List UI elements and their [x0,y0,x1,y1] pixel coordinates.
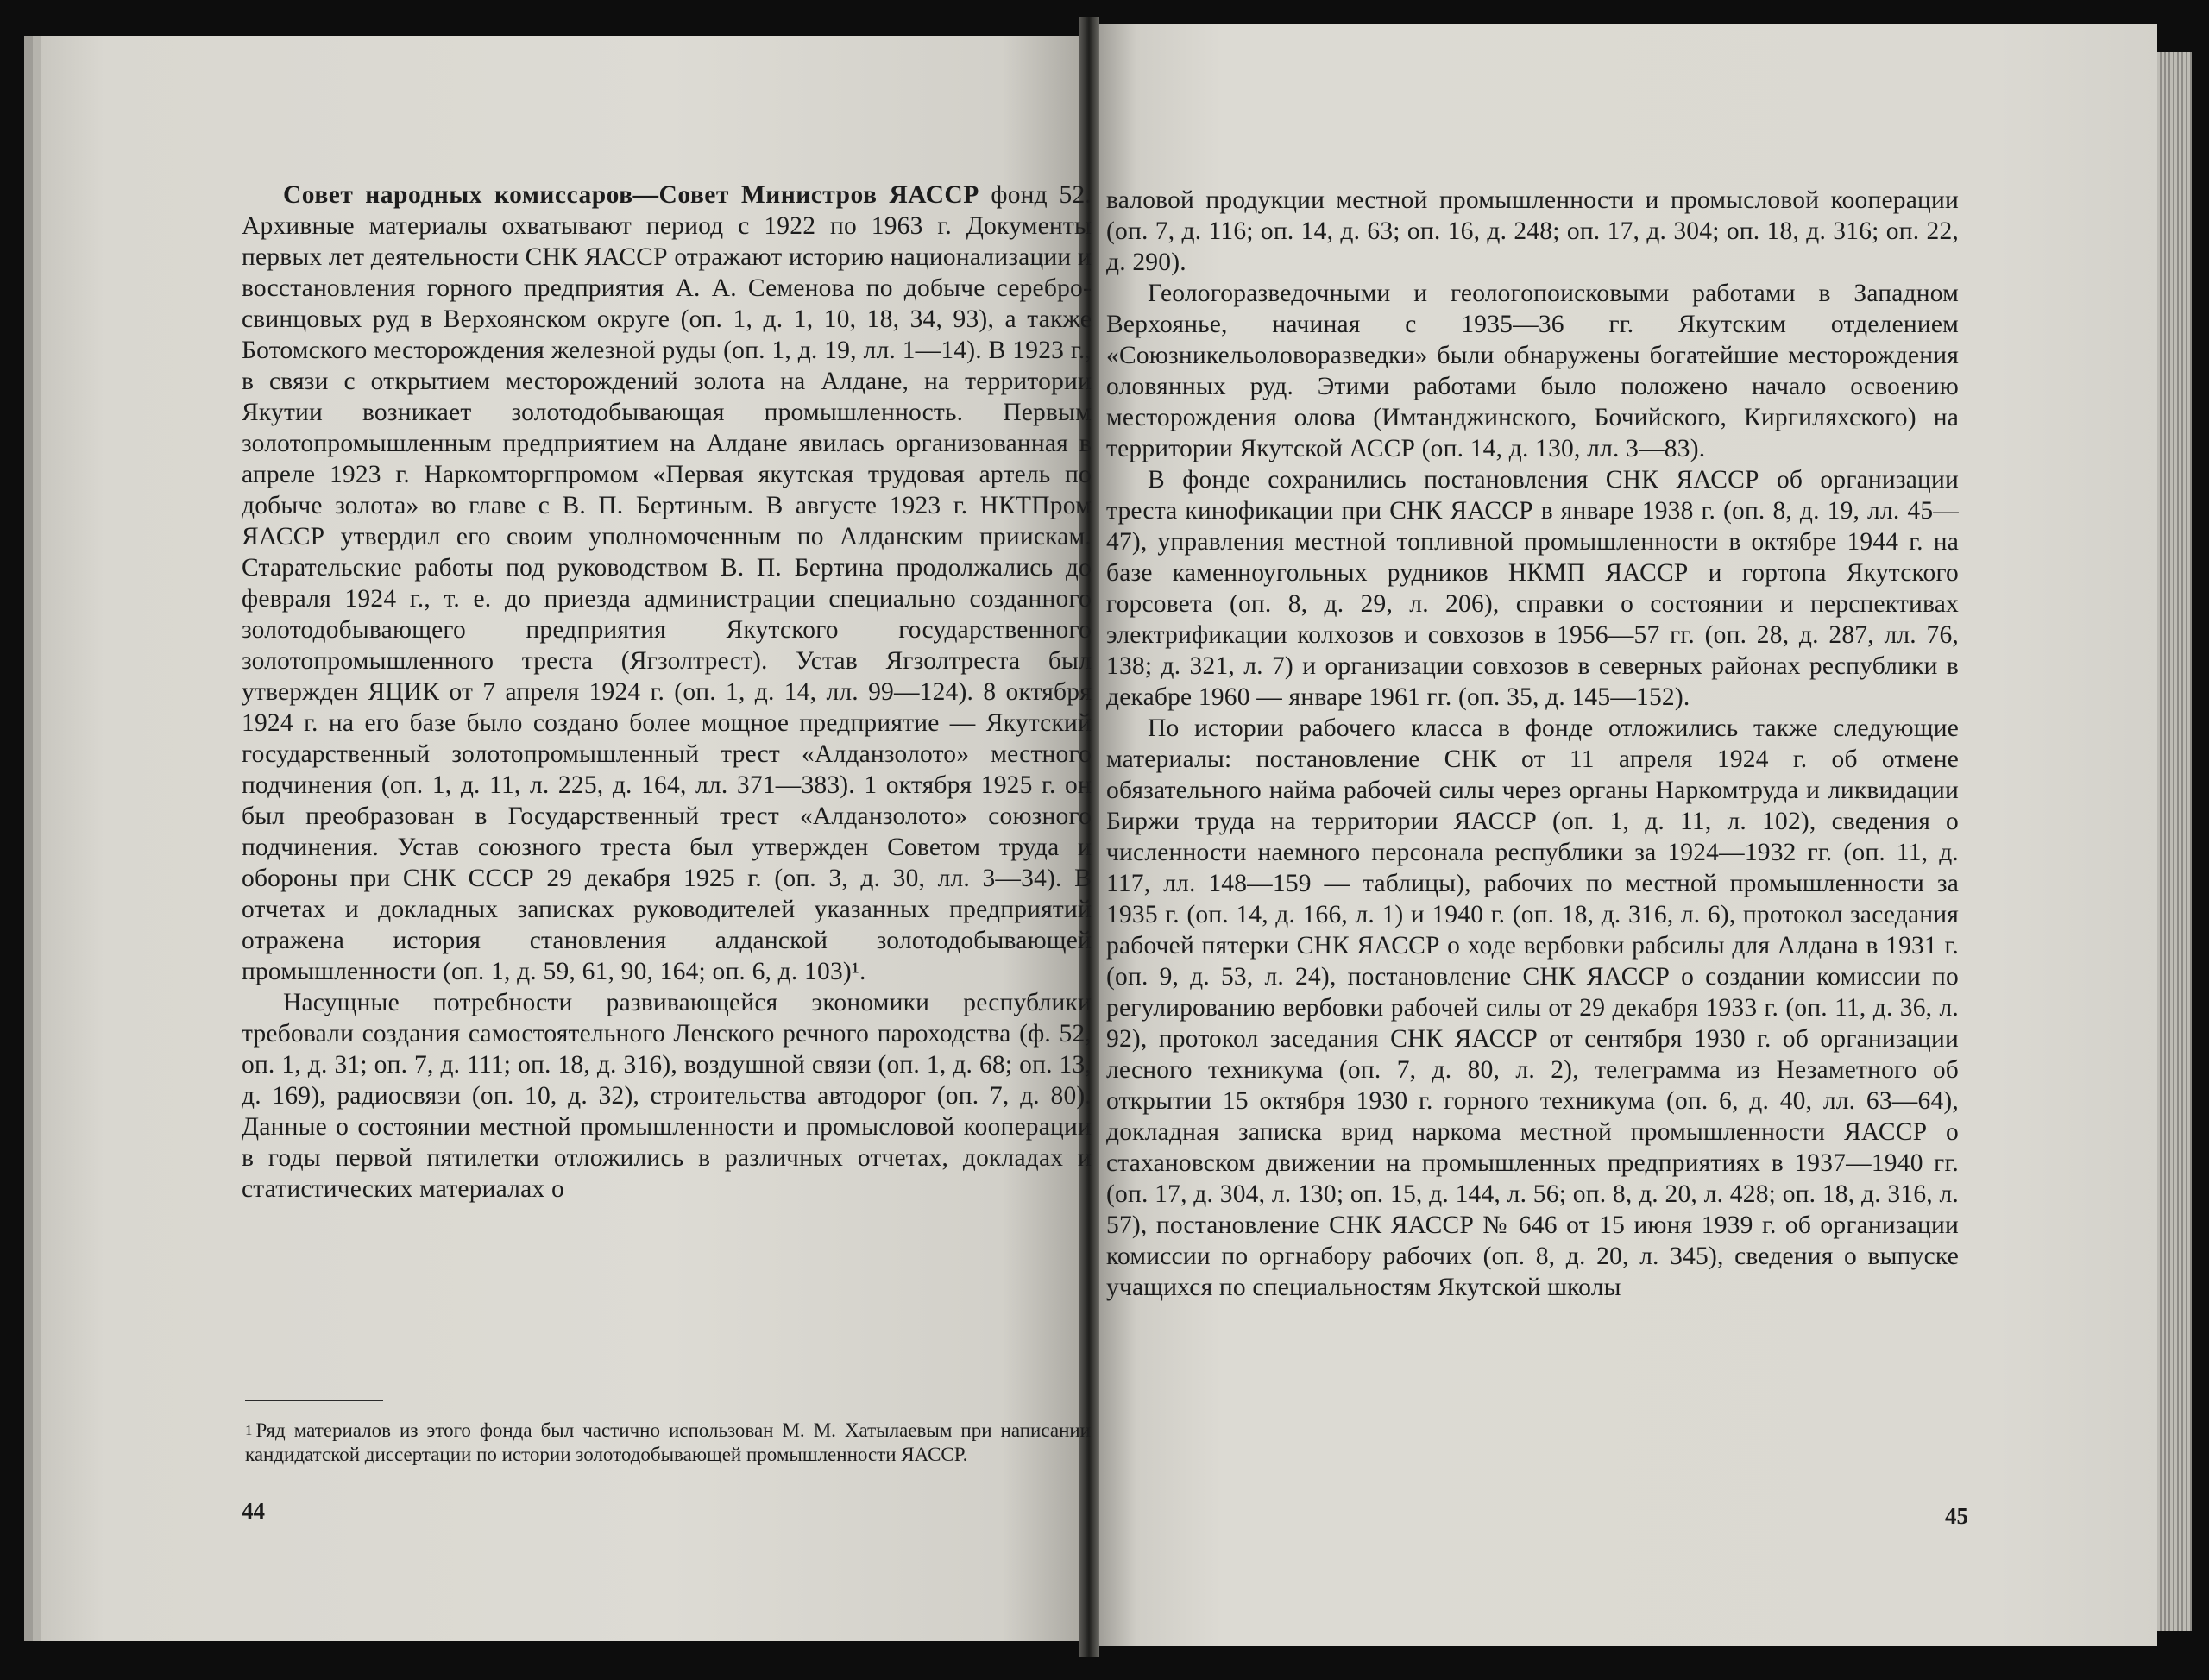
right-paragraph-3: В фонде сохранились постановления СНК ЯАССР об организации треста кинофикации при СНК ЯАССР в январе 1938 г. (оп. 8, д. 19, лл. 45—47), управления местной топливной промышленности в октябре 1944 г. на базе каменноугольных рудников НКМП ЯАССР и гортопа Якутского горсовета (оп. 8, д. 29, л. 206), справки о состоянии и перспективах электрификации колхозов и совхозов в 1956—57 гг. (оп. 28, д. 287, лл. 76, 138; д. 321, л. 7) и организации совхозов в северных районах республики в декабре 1960 — январе 1961 гг. (оп. 35, д. 145—152). [1106,466,1959,711]
left-text-column [242,179,1092,1205]
fond-heading: Совет народных комиссаров—Совет Министров ЯАССР [283,181,979,209]
page-number-left: 44 [242,1498,265,1524]
left-para-1-body: фонд 52. Архивные материалы охватывают период с 1922 по 1963 г. Документы первых лет деятельности СНК ЯАССР отражают историю национализации и восстановления горного предприятия А. А. Семенова по добыче серебро-свинцовых руд в Верхоянском округе (оп. 1, д. 1, 10, 18, 34, 93), а также Ботомского месторождения железной руды (оп. 1, д. 19, лл. 1—14). В 1923 г., в связи с открытием месторождений золота на Алдане, на территории Якутии возникает золотодобывающая промышленность. Первым золотопромышленным предприятием на Алдане явилась организованная в апреле 1923 г. Наркомторгпромом «Первая якутская трудовая артель по добыче золота» во главе с В. П. Бертиным. В августе 1923 г. НКТПром ЯАССР утвердил его своим уполномоченным по Алданским приискам. Старательские работы под руководством В. П. Бертина продолжались до февраля 1924 г., т. е. до приезда администрации специально созданного золотодобывающего предприятия Якутского государственного золотопромышленного треста (Ягзолтрест). Устав Ягзолтреста был утвержден ЯЦИК от 7 апреля 1924 г. (оп. 1, д. 14, лл. 99—124). 8 октября 1924 г. на его базе было создано более мощное предприятие — Якутский государственный золотопромышленный трест «Алданзолото» местного подчинения (оп. 1, д. 11, л. 225, д. 164, лл. 371—383). 1 октября 1925 г. он был преобразован в Государственный трест «Алданзолото» союзного подчинения. Устав союзного треста был утвержден Советом труда и обороны при СНК СССР 29 декабря 1925 г. (оп. 3, д. 30, лл. 3—34). В отчетах и докладных записках руководителей указанных предприятий отражена история становления алданской золотодобывающей промышленности (оп. 1, д. 59, 61, 90, 164; оп. 6, д. 103)¹. [242,181,1092,985]
right-text-column [1106,185,1959,1303]
page-number-right: 45 [1945,1503,1968,1529]
page-edges [2157,52,2192,1631]
right-paragraph-2: Геологоразведочными и геологопоисковыми работами в Западном Верхоянье, начиная с 1935—36 гг. Якутским отделением «Союзникельоловоразведки» были обнаружены богатейшие месторождения оловянных руд. Этими работами было положено начало освоению месторождения олова (Имтанджинского, Бочийского, Киргиляхского) на территории Якутской АССР (оп. 14, д. 130, лл. 3—83). [1106,280,1959,462]
right-paragraph-1: валовой продукции местной промышленности и промысловой кооперации (оп. 7, д. 116; оп. 14, д. 63; оп. 16, д. 248; оп. 17, д. 304; оп. 18, д. 316; оп. 22, д. 290). [1106,186,1959,276]
footnote [245,1419,1091,1467]
left-paragraph-2: Насущные потребности развивающейся экономики республики требовали создания самостоятельного Ленского речного пароходства (ф. 52, оп. 1, д. 31; оп. 7, д. 111; оп. 18, д. 316), воздушной связи (оп. 1, д. 68; оп. 13, д. 169), радиосвязи (оп. 10, д. 32), строительства автодорог (оп. 7, д. 80). Данные о состоянии местной промышленности и промысловой кооперации в годы первой пятилетки отложились в различных отчетах, докладах и статистических материалах о [242,989,1092,1203]
right-paragraph-4: По истории рабочего класса в фонде отложились также следующие материалы: постановление СНК от 11 апреля 1924 г. об отмене обязательного найма рабочей силы через органы Наркомтруда и ликвидации Биржи труда на территории ЯАССР (оп. 1, д. 11, л. 102), сведения о численности наемного персонала республики за 1924—1932 гг. (оп. 11, д. 117, лл. 148—159 — таблицы), рабочих по местной промышленности за 1935 г. (оп. 14, д. 166, л. 1) и 1940 г. (оп. 18, д. 316, л. 6), протокол заседания рабочей пятерки СНК ЯАССР о ходе вербовки рабсилы для Алдана в 1931 г. (оп. 9, д. 53, л. 24), постановление СНК ЯАССР о создании комиссии по регулированию вербовки рабочей силы от 29 декабря 1933 г. (оп. 11, д. 36, л. 92), протокол заседания СНК ЯАССР от сентября 1930 г. об организации лесного техникума (оп. 7, д. 80, л. 2), телеграмма из Незаметного об открытии 15 октября 1930 г. горного техникума (оп. 6, д. 40, лл. 63—64), докладная записка врид наркома местной промышленности ЯАССР о стахановском движении на промышленных предприятиях в 1937—1940 гг. (оп. 17, д. 304, л. 130; оп. 15, д. 144, л. 56; оп. 8, д. 20, л. 428; оп. 18, д. 316, л. 57), постановление СНК ЯАССР № 646 от 15 июня 1939 г. об организации комиссии по оргнабору рабочих (оп. 8, д. 20, л. 345), сведения о выпуске учащихся по специальностям Якутской школы [1106,714,1959,1301]
footnote-text: Ряд материалов из этого фонда был частично использован М. М. Хатылаевым при написании кандидатской диссертации по истории золотодобывающей промышленности ЯАССР. [245,1419,1091,1465]
footnote-divider [245,1400,383,1401]
footnote-mark: 1 [245,1422,253,1438]
left-paragraph-1 [242,179,1092,987]
